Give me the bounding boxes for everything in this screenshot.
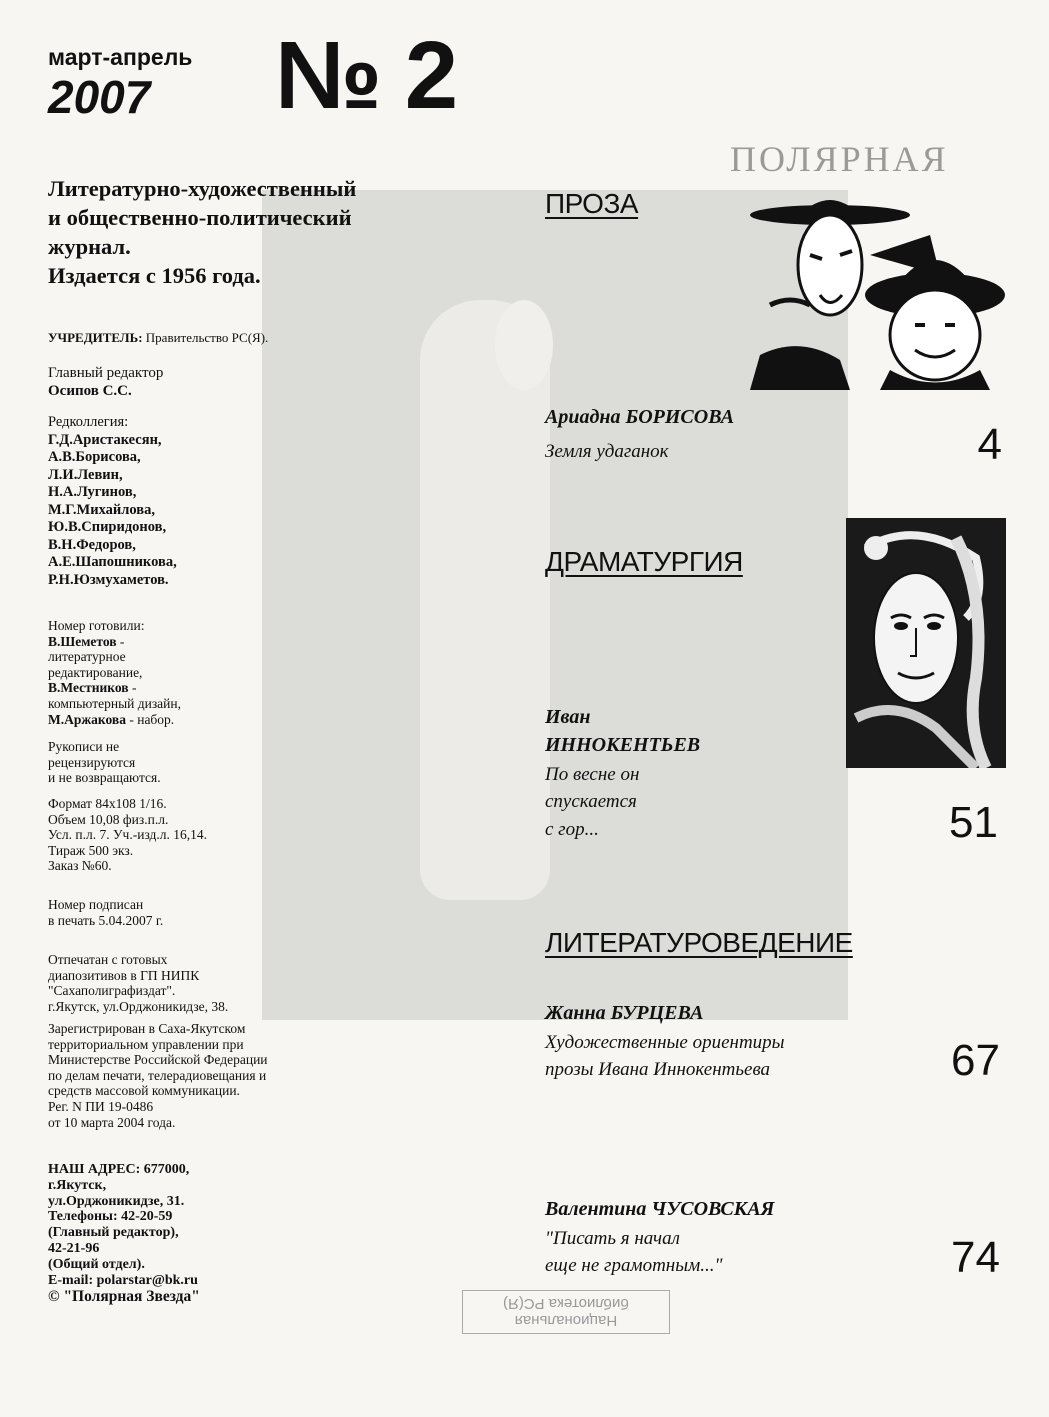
board-member: М.Г.Михайлова, bbox=[48, 501, 155, 518]
spec-line: Усл. п.л. 7. Уч.-изд.л. 16,14. bbox=[48, 827, 208, 843]
registration-line: от 10 марта 2004 года. bbox=[48, 1114, 176, 1130]
board-member: А.В.Борисова, bbox=[48, 449, 141, 465]
staff-name: В.Местников bbox=[48, 680, 129, 696]
prose-illustration bbox=[740, 185, 1005, 390]
contact-address bbox=[48, 1162, 378, 1305]
staff-role: компьютерный дизайн, bbox=[48, 695, 181, 711]
toc-title: еще не грамотным..." bbox=[545, 1255, 723, 1276]
address-line: 42-21-96 bbox=[48, 1240, 100, 1256]
address-line: Телефоны: 42-20-59 bbox=[48, 1209, 173, 1225]
toc-title: Художественные ориентиры bbox=[545, 1032, 785, 1053]
staff-role: редактирование, bbox=[48, 664, 143, 680]
registration-line: территориальном управлении при bbox=[48, 1036, 244, 1052]
board-member: Р.Н.Юзмухаметов. bbox=[48, 571, 169, 588]
staff-role: - bbox=[128, 680, 137, 696]
spec-line: Объем 10,08 физ.п.л. bbox=[48, 811, 169, 827]
copyright: © "Полярная Звезда" bbox=[48, 1288, 200, 1306]
printer-line: г.Якутск, ул.Орджоникидзе, 38. bbox=[48, 998, 229, 1014]
staff-role: - набор. bbox=[125, 711, 175, 727]
issue-number: № 2 bbox=[275, 22, 457, 129]
toc-title: прозы Ивана Иннокентьева bbox=[545, 1059, 771, 1080]
registration-info bbox=[48, 1021, 388, 1130]
section-drama: ДРАМАТУРГИЯ bbox=[545, 546, 743, 577]
address-line: НАШ АДРЕС: 677000, bbox=[48, 1162, 190, 1177]
board-label: Редколлегия: bbox=[48, 414, 129, 430]
chief-editor bbox=[48, 364, 378, 400]
print-specs bbox=[48, 796, 378, 874]
toc-title: спускается bbox=[545, 791, 637, 812]
printer-info bbox=[48, 952, 378, 1014]
note-line: Рукописи не bbox=[48, 739, 120, 754]
toc-title: Земля удаганок bbox=[545, 441, 669, 462]
signed-note bbox=[48, 897, 378, 928]
signed-line: в печать 5.04.2007 г. bbox=[48, 912, 164, 928]
email-link: E-mail: polarstar@bk.ru bbox=[48, 1272, 198, 1288]
intro-line: Издается с 1956 года. bbox=[48, 263, 261, 288]
spec-line: Формат 84х108 1/16. bbox=[48, 796, 167, 811]
chief-editor-name: Осипов С.С. bbox=[48, 383, 132, 399]
staff-role: - bbox=[116, 633, 125, 649]
toc-title: с гор... bbox=[545, 819, 599, 840]
toc-author: ИННОКЕНТЬЕВ bbox=[545, 734, 701, 756]
background-figure bbox=[420, 300, 550, 900]
spec-line: Тираж 500 экз. bbox=[48, 842, 134, 858]
intro-line: и общественно-политический bbox=[48, 205, 352, 230]
editorial-board bbox=[48, 414, 378, 589]
founder-value: Правительство РС(Я). bbox=[145, 330, 269, 345]
prepared-label: Номер готовили: bbox=[48, 618, 145, 633]
founder-label: УЧРЕДИТЕЛЬ: bbox=[48, 330, 143, 345]
staff-role: литературное bbox=[48, 649, 126, 665]
chief-editor-label: Главный редактор bbox=[48, 365, 164, 381]
manuscripts-note bbox=[48, 739, 378, 786]
toc-title: По весне он bbox=[545, 764, 640, 785]
toc-title: "Писать я начал bbox=[545, 1228, 680, 1249]
address-line: ул.Орджоникидзе, 31. bbox=[48, 1193, 185, 1209]
toc-author: Ариадна БОРИСОВА bbox=[545, 406, 735, 428]
stamp-line: библиотека РС(Я) bbox=[503, 1295, 629, 1312]
founder bbox=[48, 330, 378, 346]
note-line: и не возвращаются. bbox=[48, 770, 161, 786]
registration-line: Зарегистрирован в Саха-Якутском bbox=[48, 1021, 246, 1036]
toc-page-number: 67 bbox=[951, 1036, 1000, 1085]
prepared-by bbox=[48, 618, 378, 727]
faint-logo-text: ПОЛЯРНАЯ bbox=[730, 139, 949, 179]
board-member: Г.Д.Аристакесян, bbox=[48, 431, 162, 448]
registration-line: Рег. N ПИ 19-0486 bbox=[48, 1098, 154, 1114]
toc-page-number: 74 bbox=[951, 1233, 1000, 1282]
address-line: г.Якутск, bbox=[48, 1177, 107, 1193]
toc-page-number: 4 bbox=[977, 420, 1002, 469]
board-member: А.Е.Шапошникова, bbox=[48, 554, 177, 570]
issue-year: 2007 bbox=[48, 71, 151, 123]
toc-author: Жанна БУРЦЕВА bbox=[545, 1002, 704, 1024]
drama-illustration bbox=[846, 518, 1006, 768]
board-member: Н.А.Лугинов, bbox=[48, 484, 137, 500]
intro-line: Литературно-художественный bbox=[48, 176, 357, 201]
board-member: Ю.В.Спиридонов, bbox=[48, 519, 167, 535]
registration-line: средств массовой коммуникации. bbox=[48, 1083, 240, 1099]
section-prose: ПРОЗА bbox=[545, 188, 639, 219]
intro-line: журнал. bbox=[48, 234, 131, 259]
background-figure-head bbox=[495, 300, 553, 390]
signed-line: Номер подписан bbox=[48, 897, 144, 912]
spec-line: Заказ №60. bbox=[48, 858, 112, 874]
address-line: (Общий отдел). bbox=[48, 1256, 145, 1272]
journal-intro bbox=[48, 174, 448, 290]
staff-name: В.Шеметов bbox=[48, 633, 117, 649]
registration-line: по делам печати, телерадиовещания и bbox=[48, 1067, 267, 1083]
printer-line: "Сахаполиграфиздат". bbox=[48, 983, 176, 999]
section-literary-studies: ЛИТЕРАТУРОВЕДЕНИЕ bbox=[545, 927, 853, 958]
board-member: В.Н.Федоров, bbox=[48, 536, 136, 553]
printer-line: Отпечатан с готовых bbox=[48, 952, 168, 967]
note-line: рецензируются bbox=[48, 754, 136, 770]
issue-date: март-апрель bbox=[48, 44, 193, 70]
toc-author: Валентина ЧУСОВСКАЯ bbox=[545, 1198, 775, 1220]
printer-line: диапозитивов в ГП НИПК bbox=[48, 967, 200, 983]
library-stamp bbox=[462, 1290, 670, 1334]
staff-name: М.Аржакова bbox=[48, 711, 126, 727]
toc-page-number: 51 bbox=[949, 798, 998, 847]
board-member: Л.И.Левин, bbox=[48, 466, 123, 483]
address-line: (Главный редактор), bbox=[48, 1225, 179, 1241]
registration-line: Министерстве Российской Федерации bbox=[48, 1052, 268, 1068]
toc-author: Иван bbox=[545, 706, 591, 728]
stamp-line: Национальная bbox=[514, 1312, 618, 1329]
